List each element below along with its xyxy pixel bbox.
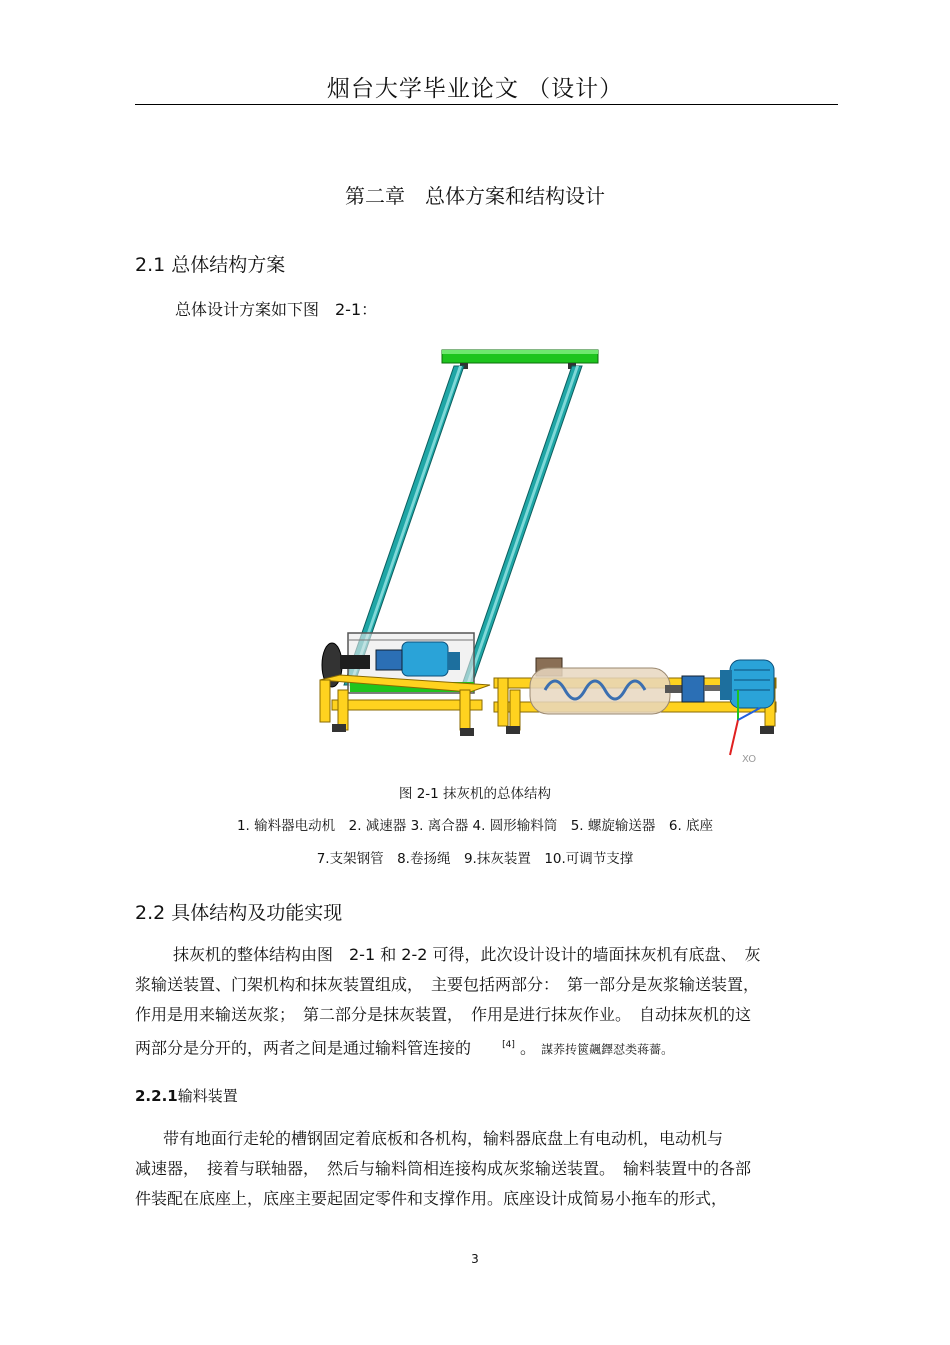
figure-legend-line1: 1. 输料器电动机 2. 减速器 3. 离合器 4. 圆形输料筒 5. 螺旋输送器 6. 底座	[236, 818, 714, 834]
para-line: 带有地面行走轮的槽钢固定着底板和各机构，输料器底盘上有电动机，电动机与	[163, 1129, 724, 1148]
chapter-title: 第二章 总体方案和结构设计	[345, 184, 605, 208]
header-rule	[135, 104, 838, 105]
citation: [4]	[502, 1040, 515, 1050]
figure-legend-line2: 7.支架钢管 8.卷扬绳 9.抹灰装置 10.可调节支撑	[316, 851, 634, 867]
figure-caption: 图 2-1 抹灰机的总体结构	[398, 786, 552, 802]
axis-label: XO	[742, 754, 757, 765]
para-line: 件装配在底座上，底座主要起固定零件和支撑作用。底座设计成简易小拖车的形式，	[135, 1189, 728, 1208]
section-2-2-paragraph	[135, 940, 838, 1064]
para-line: 抹灰机的整体结构由图 2-1 和 2-2 可得，此次设计设计的墙面抹灰机有底盘、 灰	[173, 945, 761, 964]
para-line: 作用是用来输送灰浆； 第二部分是抹灰装置， 作用是进行抹灰作业。 自动抹灰机的这	[135, 1005, 752, 1024]
section-2-2-1-paragraph	[135, 1124, 838, 1214]
header-title: 烟台大学毕业论文 （设计）	[326, 76, 624, 102]
garbled-text: 謀荞抟篋飆鐸怼类蒋薔。	[541, 1042, 674, 1057]
para-line: 浆输送装置、门架机构和抹灰装置组成， 主要包括两部分： 第一部分是灰浆输送装置，	[135, 975, 760, 994]
section-2-1-intro: 总体设计方案如下图 2-1：	[175, 300, 378, 319]
section-2-2-1-heading: 2.2.1输料装置	[135, 1087, 238, 1105]
page-number: 3	[471, 1252, 479, 1266]
section-2-2-heading: 2.2 具体结构及功能实现	[135, 902, 343, 924]
para-line: 减速器， 接着与联轴器， 然后与输料筒相连接构成灰浆输送装置。 输料装置中的各部	[135, 1159, 752, 1178]
drive-motor	[720, 660, 774, 708]
plastering-machine-figure	[310, 340, 790, 765]
section-2-1-heading: 2.1 总体结构方案	[135, 254, 286, 276]
para-line: 两部分是分开的，两者之间是通过输料管连接的 [4] 。 謀荞抟篋飆鐸怼类蒋薔。	[135, 1038, 674, 1058]
